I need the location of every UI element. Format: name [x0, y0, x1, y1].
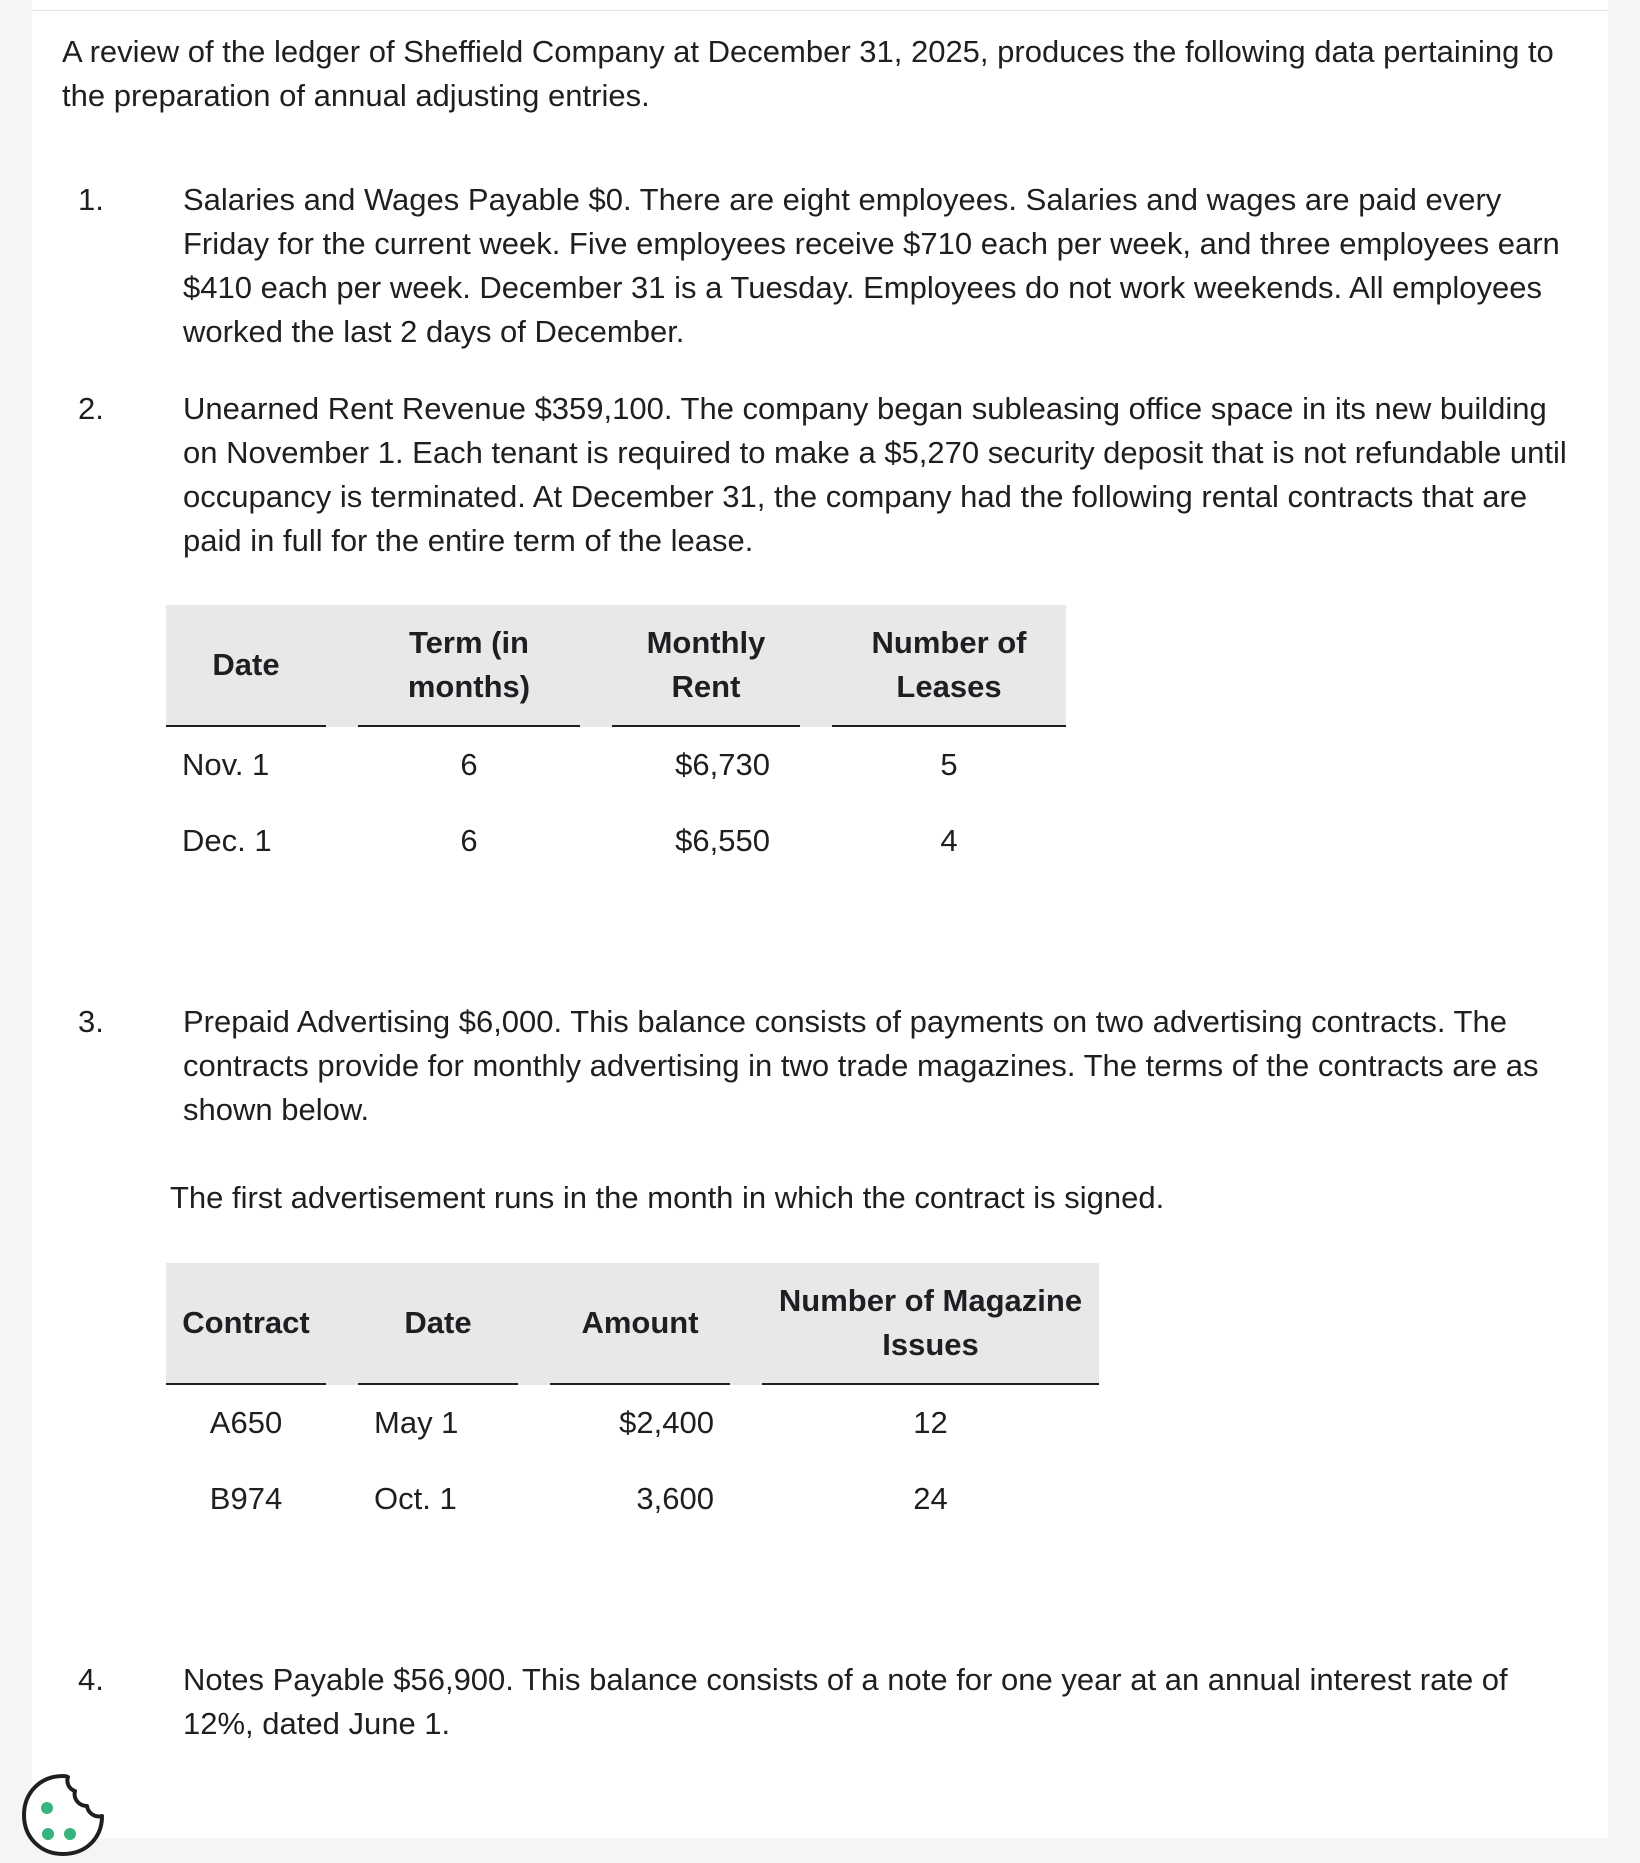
- item-text: Notes Payable $56,900. This balance consists of a note for one year at an annual interest rate of 12%, dated June 1.: [183, 1662, 1508, 1741]
- table-header-row: [166, 605, 1066, 727]
- item-text: Unearned Rent Revenue $359,100. The company began subleasing office space in its new building on November 1. Each tenant is required to make a $5,270 security deposit that is not refundable until occupancy is terminated. At December 31, the company had the following rental contracts that are paid in full for the entire term of the lease.: [183, 391, 1567, 558]
- col-header-issues: Number of Magazine Issues: [762, 1263, 1099, 1385]
- cell-date: Nov. 1: [182, 747, 270, 782]
- item-text: Prepaid Advertising $6,000. This balance consists of payments on two advertising contracts. The contracts provide for monthly advertising in two trade magazines. The terms of the contracts are as shown below.: [183, 1004, 1539, 1127]
- cell-term: 6: [460, 747, 478, 782]
- table-row: [166, 727, 1066, 803]
- item-number: 4.: [78, 1662, 104, 1697]
- item-3-note: The first advertisement runs in the month in which the contract is signed.: [170, 1180, 1165, 1215]
- cell-contract: A650: [209, 1405, 283, 1440]
- table-header-row: [166, 1263, 1099, 1385]
- cell-rent: $6,730: [675, 747, 770, 782]
- cell-leases: 4: [940, 823, 958, 858]
- cell-leases: 5: [940, 747, 958, 782]
- advertising-contracts-table: [166, 1263, 1099, 1537]
- cell-date: Oct. 1: [374, 1481, 457, 1516]
- cookie-icon[interactable]: [20, 1772, 106, 1858]
- col-header-date: Date: [358, 1263, 518, 1385]
- col-header-term: Term (in months): [358, 605, 580, 727]
- top-divider: [32, 10, 1608, 11]
- col-header-monthly-rent: Monthly Rent: [612, 605, 800, 727]
- table-row: [166, 1385, 1099, 1461]
- rental-contracts-table: [166, 605, 1066, 879]
- item-number: 2.: [78, 391, 104, 426]
- col-header-amount: Amount: [550, 1263, 730, 1385]
- col-header-contract: Contract: [166, 1263, 326, 1385]
- cell-term: 6: [460, 823, 478, 858]
- problem-page: [32, 0, 1608, 1838]
- cell-issues: 12: [913, 1405, 948, 1440]
- table-row: [166, 803, 1066, 879]
- cell-date: Dec. 1: [182, 823, 272, 858]
- cell-issues: 24: [913, 1481, 948, 1516]
- cell-amount: 3,600: [636, 1481, 714, 1516]
- item-number: 3.: [78, 1004, 104, 1039]
- cell-date: May 1: [374, 1405, 459, 1440]
- item-text: Salaries and Wages Payable $0. There are eight employees. Salaries and wages are paid every Friday for the current week. Five employees receive $710 each per week, and three employees earn $410 each per week. December 31 is a Tuesday. Employees do not work weekends. All employees worked the last 2 days of December.: [183, 182, 1560, 349]
- item-number: 1.: [78, 182, 104, 217]
- col-header-date: Date: [166, 605, 326, 727]
- col-header-leases: Number of Leases: [832, 605, 1066, 727]
- intro-text: A review of the ledger of Sheffield Company at December 31, 2025, produces the following data pertaining to the preparation of annual adjusting entries.: [62, 34, 1554, 113]
- cell-amount: $2,400: [619, 1405, 714, 1440]
- cell-rent: $6,550: [675, 823, 770, 858]
- table-row: [166, 1461, 1099, 1537]
- cell-contract: B974: [209, 1481, 283, 1516]
